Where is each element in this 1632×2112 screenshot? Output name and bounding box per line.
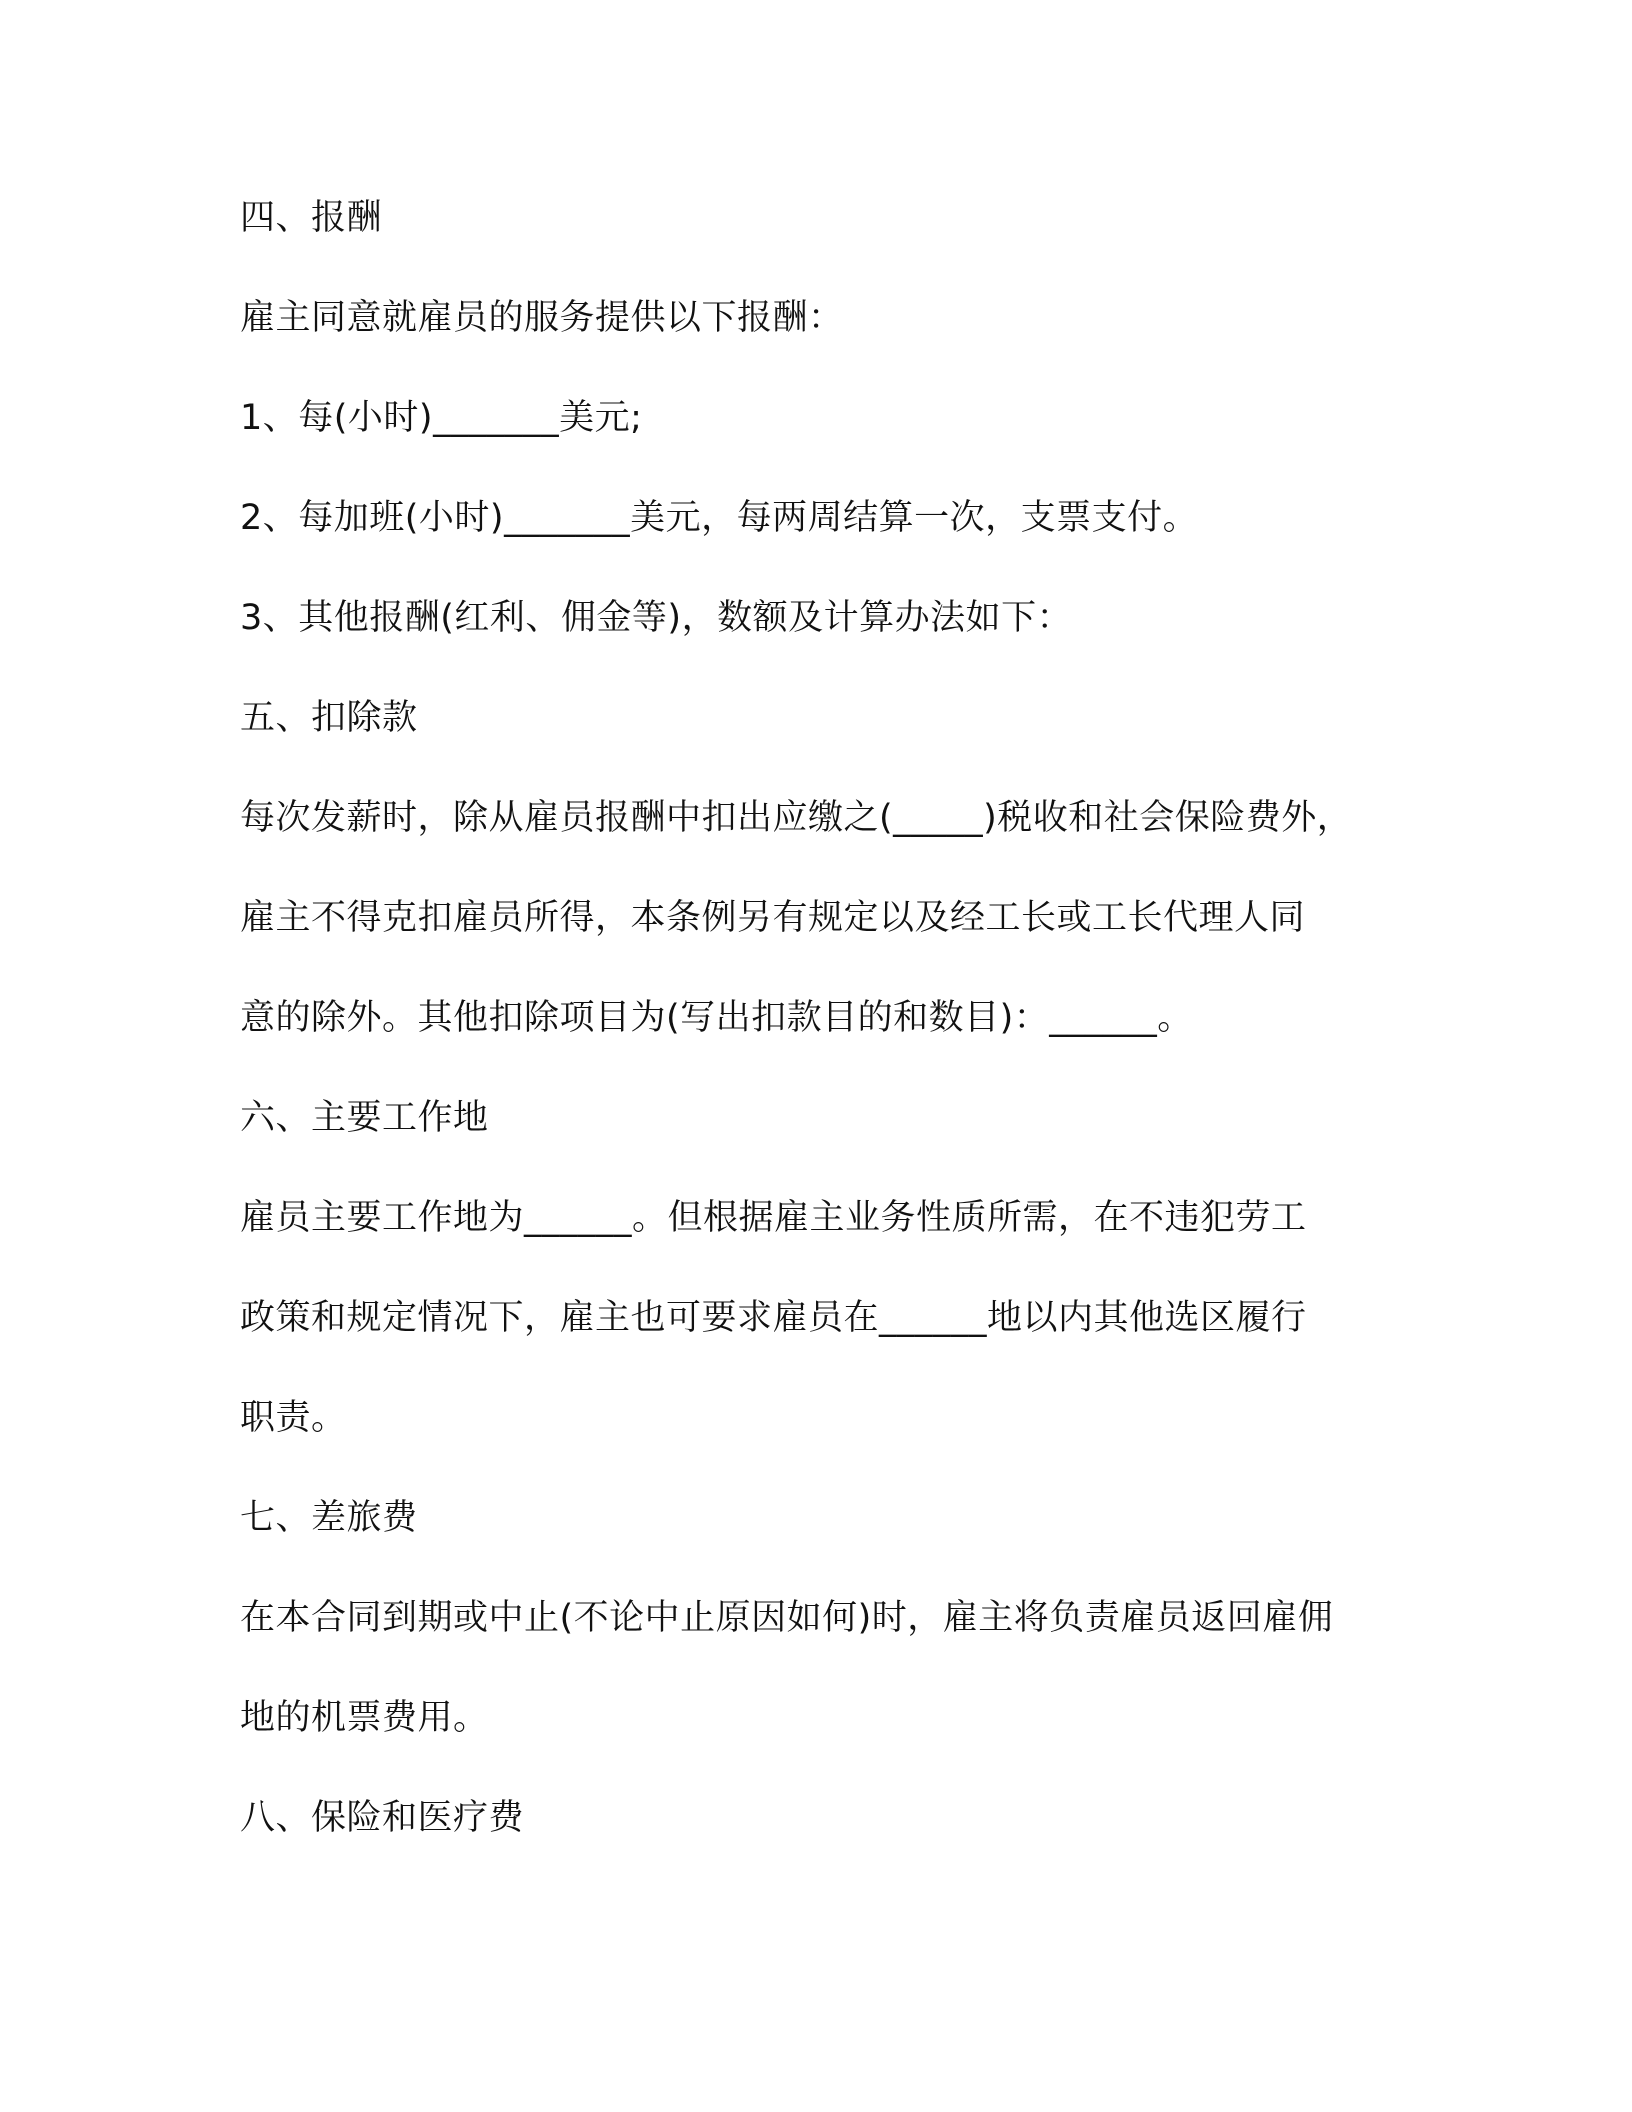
paragraph-line: 雇主不得克扣雇员所得，本条例另有规定以及经工长或工长代理人同 [240, 898, 1306, 938]
heading-main-workplace: 六、主要工作地 [240, 1098, 489, 1138]
paragraph-line: 职责。 [240, 1398, 347, 1438]
heading-insurance-medical: 八、保险和医疗费 [240, 1798, 525, 1838]
paragraph-line: 雇主同意就雇员的服务提供以下报酬： [240, 298, 844, 338]
heading-deductions: 五、扣除款 [240, 698, 418, 738]
paragraph-line: 雇员主要工作地为______。但根据雇主业务性质所需，在不违犯劳工 [240, 1198, 1307, 1238]
heading-travel-expenses: 七、差旅费 [240, 1498, 418, 1538]
paragraph-line: 意的除外。其他扣除项目为(写出扣款目的和数目)：______。 [240, 998, 1193, 1038]
list-item: 2、每加班(小时)_______美元，每两周结算一次，支票支付。 [240, 498, 1199, 538]
paragraph-line: 政策和规定情况下，雇主也可要求雇员在______地以内其他选区履行 [240, 1298, 1307, 1338]
paragraph-line: 在本合同到期或中止(不论中止原因如何)时，雇主将负责雇员返回雇佣 [240, 1598, 1334, 1638]
list-item: 1、每(小时)_______美元; [240, 398, 643, 438]
paragraph-line: 地的机票费用。 [240, 1698, 489, 1738]
list-item: 3、其他报酬(红利、佣金等)，数额及计算办法如下： [240, 598, 1073, 638]
paragraph-line: 每次发薪时，除从雇员报酬中扣出应缴之(_____)税收和社会保险费外， [240, 798, 1353, 838]
heading-remuneration: 四、报酬 [240, 198, 383, 238]
